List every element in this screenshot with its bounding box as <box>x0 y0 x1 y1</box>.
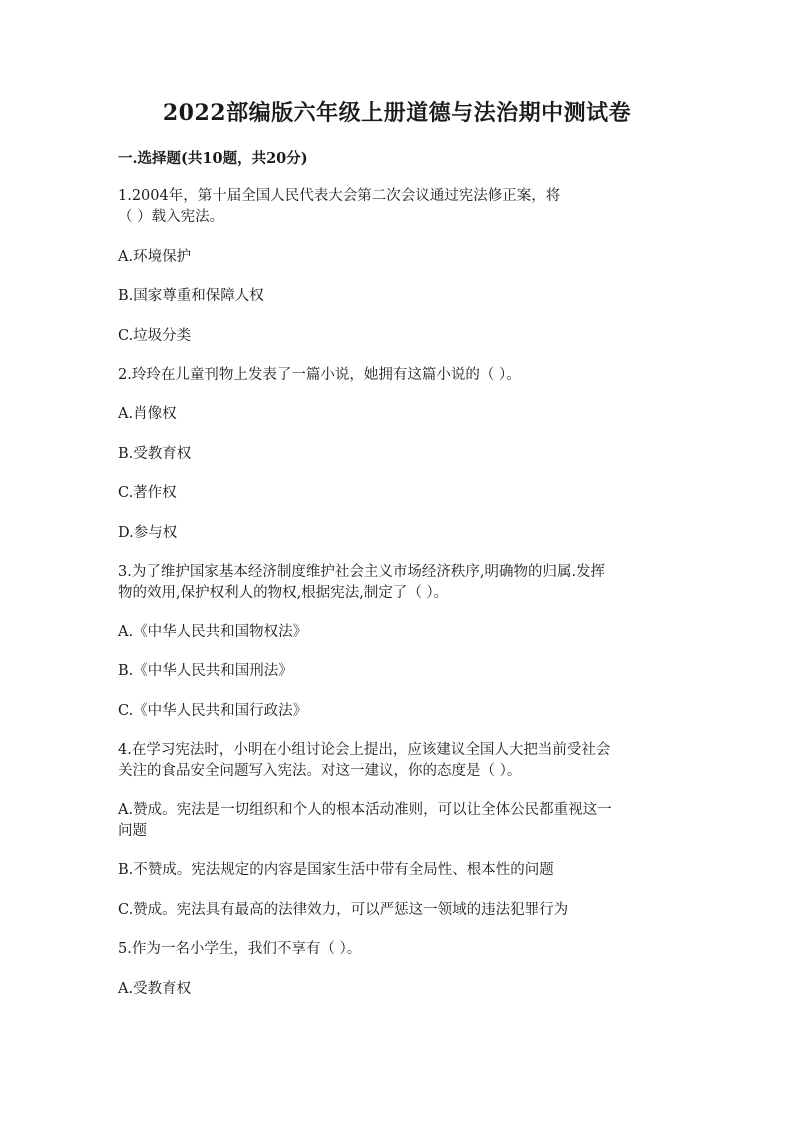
question-4-option-b: B.不赞成。宪法规定的内容是国家生活中带有全局性、根本性的问题 <box>118 862 554 878</box>
question-1-option-a: A.环境保护 <box>118 249 192 265</box>
question-4-option-a-line-2: 问题 <box>118 823 147 839</box>
question-5-stem-line-1: 5.作为一名小学生，我们不享有（ ）。 <box>118 941 362 957</box>
question-4-stem-line-1: 4.在学习宪法时，小明在小组讨论会上提出，应该建议全国人大把当前受社会 <box>118 742 611 758</box>
question-5-option-a: A.受教育权 <box>118 981 192 997</box>
section-heading: 一.选择题(共10题，共20分) <box>118 150 308 167</box>
question-2-option-c: C.著作权 <box>118 485 177 501</box>
question-3-stem-line-2: 物的效用,保护权利人的物权,根据宪法,制定了（ ）。 <box>118 585 449 601</box>
question-3-option-b: B.《中华人民共和国刑法》 <box>118 663 293 679</box>
question-2-option-d: D.参与权 <box>118 525 178 541</box>
question-3-option-a: A.《中华人民共和国物权法》 <box>118 624 308 640</box>
question-4-stem-line-2: 关注的食品安全问题写入宪法。对这一建议，你的态度是（ ）。 <box>118 763 522 779</box>
question-2-stem-line-1: 2.玲玲在儿童刊物上发表了一篇小说，她拥有这篇小说的（ ）。 <box>118 367 521 383</box>
question-4-option-a-line-1: A.赞成。宪法是一切组织和个人的根本活动准则，可以让全体公民都重视这一 <box>118 802 612 818</box>
page-title: 2022部编版六年级上册道德与法治期中测试卷 <box>162 100 632 126</box>
question-1-option-b: B.国家尊重和保障人权 <box>118 288 264 304</box>
question-1-stem-line-1: 1.2004年，第十届全国人民代表大会第二次会议通过宪法修正案，将 <box>118 188 561 204</box>
question-3-option-c: C.《中华人民共和国行政法》 <box>118 703 308 719</box>
question-1-stem-line-2: （ ）载入宪法。 <box>118 209 225 225</box>
question-4-option-c: C.赞成。宪法具有最高的法律效力，可以严惩这一领域的违法犯罪行为 <box>118 902 569 918</box>
question-2-option-a: A.肖像权 <box>118 406 177 422</box>
question-2-option-b: B.受教育权 <box>118 446 192 462</box>
question-3-stem-line-1: 3.为了维护国家基本经济制度维护社会主义市场经济秩序,明确物的归属.发挥 <box>118 564 606 580</box>
question-1-option-c: C.垃圾分类 <box>118 328 192 344</box>
